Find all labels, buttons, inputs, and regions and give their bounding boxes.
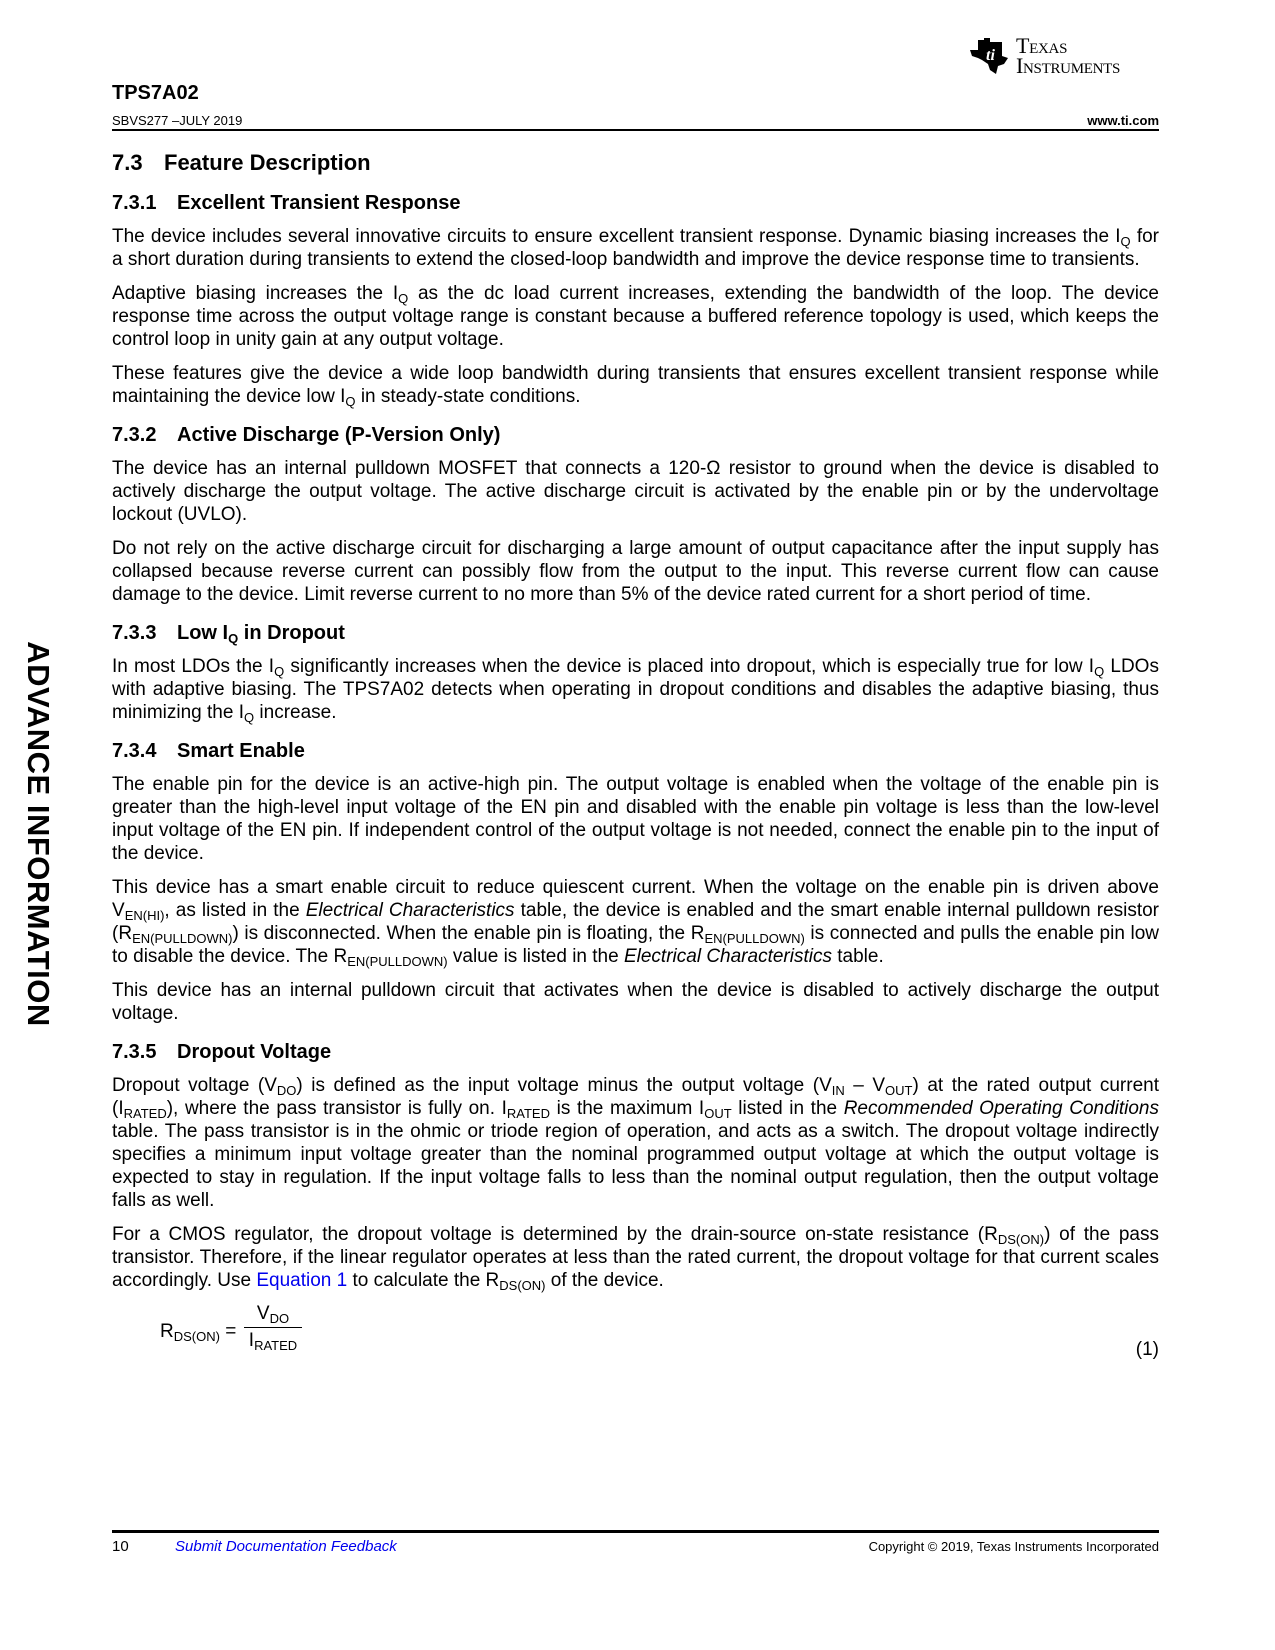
paragraph (112, 876, 1159, 968)
text-run: – V (844, 1075, 886, 1096)
paragraph (112, 225, 1159, 271)
text-run: Dropout voltage (V (112, 1075, 277, 1096)
subscript: IN (831, 1083, 845, 1098)
subscript: Q (1094, 664, 1105, 679)
text-run: increase. (254, 702, 337, 723)
page-number: 10 (112, 1538, 129, 1555)
subsection-heading (112, 622, 1159, 645)
subscript: DO (276, 1083, 297, 1098)
section-heading (112, 150, 1159, 176)
text-run: value is listed in the (447, 946, 624, 967)
text-run: in Dropout (238, 622, 345, 644)
eq-denominator-sub: RATED (254, 1338, 298, 1353)
copyright: Copyright © 2019, Texas Instruments Incorporated (868, 1539, 1159, 1554)
subscript: EN(PULLDOWN) (347, 954, 448, 969)
eq-sign: = (225, 1321, 237, 1342)
subsection-number: 7.3.1 (112, 192, 157, 214)
text-run: Dropout Voltage (177, 1041, 332, 1063)
text-run: is connected and pulls the enable pin low to disable the device. The R (112, 923, 1159, 967)
equation-link[interactable]: Equation 1 (256, 1270, 348, 1291)
subscript: EN(PULLDOWN) (132, 931, 233, 946)
eq-numerator: V (256, 1303, 270, 1324)
subscript: Q (228, 631, 239, 646)
subscript: OUT (885, 1083, 913, 1098)
text-run: , as listed in the (164, 900, 306, 921)
text-run: Electrical Characteristics (623, 946, 832, 967)
text-run: ) at the rated output current (I (112, 1075, 1159, 1119)
subsection-heading (112, 1041, 1159, 1064)
text-run: table, the device is enabled and the smart enable internal pulldown resistor (R (112, 900, 1159, 944)
text-run: ) is disconnected. When the enable pin is floating, the R (232, 923, 705, 944)
text-run: listed in the (731, 1098, 844, 1119)
eq-lhs-sub: DS(ON) (173, 1329, 220, 1344)
paragraph (112, 362, 1159, 408)
text-run: Active Discharge (P-Version Only) (177, 424, 501, 446)
subscript: Q (345, 394, 356, 409)
text-run: as the dc load current increases, extending the bandwidth of the loop. The device response time across the output voltage range is constant because a buffered reference topology is used, which keeps the control loop in unity gain at any output voltage. (112, 283, 1159, 350)
logo-line-1: Texas (1016, 33, 1068, 58)
subsection-heading (112, 192, 1159, 215)
header-rule (112, 129, 1159, 131)
section-number: 7.3 (112, 150, 143, 175)
logo-line-2: Instruments (1016, 53, 1121, 78)
text-run: of the device. (545, 1270, 664, 1291)
subscript: RATED (123, 1106, 167, 1121)
eq-lhs: R (160, 1321, 174, 1342)
fraction-bar (244, 1327, 302, 1328)
eq-fraction (244, 1303, 302, 1352)
subsection-heading (112, 424, 1159, 447)
text-run: Adaptive biasing increases the I (112, 283, 399, 304)
text-run: The device includes several innovative circuits to ensure excellent transient response. Dynamic biasing increases the I (112, 226, 1121, 247)
subscript: DS(ON) (997, 1232, 1045, 1247)
document-id: SBVS277 –JULY 2019 (112, 113, 243, 128)
subscript: EN(PULLDOWN) (704, 931, 805, 946)
svg-text:ti: ti (986, 47, 995, 64)
text-run: This device has a smart enable circuit to reduce quiescent current. When the voltage on the enable pin is driven above V (112, 877, 1159, 921)
text-run: These features give the device a wide loop bandwidth during transients that ensures excellent transient response while maintaining the device low I (112, 363, 1159, 407)
footer-rule (112, 1530, 1159, 1533)
equation-number: (1) (1135, 1339, 1159, 1360)
product-title: TPS7A02 (112, 82, 199, 104)
subsection-number: 7.3.5 (112, 1041, 157, 1063)
text-run: For a CMOS regulator, the dropout voltage is determined by the drain-source on-state resistance (R (112, 1224, 998, 1245)
subscript: RATED (506, 1106, 550, 1121)
equation-1 (112, 1303, 1159, 1363)
paragraph (112, 1074, 1159, 1212)
paragraph (112, 655, 1159, 724)
text-run: for a short duration during transients to extend the closed-loop bandwidth and improve the device response time to transients. (112, 226, 1160, 270)
paragraph (112, 537, 1159, 606)
text-run: ) of the pass transistor. Therefore, if the linear regulator operates at less than the rated current, the dropout voltage for that current scales accordingly. Use (112, 1224, 1160, 1291)
ti-logo-icon (968, 36, 1010, 76)
text-run: This device has an internal pulldown circuit that activates when the device is disabled to actively discharge the output voltage. (112, 980, 1159, 1024)
website-link[interactable]: www.ti.com (1087, 113, 1159, 128)
text-run: Excellent Transient Response (177, 192, 461, 214)
eq-denominator: I (248, 1330, 255, 1351)
paragraph (112, 979, 1159, 1025)
text-run: significantly increases when the device is placed into dropout, which is especially true for low I (284, 656, 1095, 677)
subscript: OUT (704, 1106, 732, 1121)
text-run: Electrical Characteristics (305, 900, 515, 921)
subscript: Q (244, 710, 255, 725)
subscript: Q (274, 664, 285, 679)
subsection-heading (112, 740, 1159, 763)
text-run: In most LDOs the I (112, 656, 275, 677)
subscript: Q (398, 291, 409, 306)
section-title: Feature Description (164, 150, 371, 175)
text-run: ) is defined as the input voltage minus the output voltage (V (296, 1075, 832, 1096)
text-run: Do not rely on the active discharge circuit for discharging a large amount of output capacitance after the input supply has collapsed because reverse current can possibly flow from the output to the input. This reverse current flow can cause damage to the device. Limit reverse current to no more than 5% of the device rated current for a short period of time. (112, 538, 1159, 605)
paragraph (112, 457, 1159, 526)
eq-numerator-sub: DO (269, 1311, 290, 1326)
subscript: Q (1120, 234, 1131, 249)
text-run: in steady-state conditions. (355, 386, 581, 407)
text-run: table. (831, 946, 884, 967)
feedback-link[interactable]: Submit Documentation Feedback (175, 1538, 397, 1555)
text-run: Low I (177, 622, 229, 644)
ti-logo (968, 33, 1121, 78)
text-run: The enable pin for the device is an active-high pin. The output voltage is enabled when the voltage of the enable pin is greater than the high-level input voltage of the EN pin and disabled with the enable pin voltage is less than the low-level input voltage of the EN pin. If independent control of the output voltage is not needed, connect the enable pin to the input of the device. (112, 774, 1159, 864)
subscript: EN(HI) (124, 908, 165, 923)
paragraph (112, 1223, 1159, 1292)
advance-information-label: ADVANCE INFORMATION (21, 641, 56, 1027)
paragraph (112, 282, 1159, 351)
main-content (112, 150, 1159, 1363)
text-run: is the maximum I (550, 1098, 705, 1119)
paragraph (112, 773, 1159, 865)
subscript: DS(ON) (499, 1278, 546, 1293)
text-run: Smart Enable (177, 740, 305, 762)
text-run: Recommended Operating Conditions (843, 1098, 1159, 1119)
subsection-number: 7.3.4 (112, 740, 157, 762)
subsection-number: 7.3.2 (112, 424, 157, 446)
text-run: to calculate the R (347, 1270, 500, 1291)
text-run: table. The pass transistor is in the ohmic or triode region of operation, and acts as a switch. The dropout voltage indirectly specifies a minimum input voltage greater than the nominal programmed output voltage at which the output voltage is expected to stay in regulation. If the input voltage falls to less than the nominal output regulation, then the output voltage falls as well. (112, 1121, 1159, 1211)
text-run: The device has an internal pulldown MOSFET that connects a 120-Ω resistor to ground when the device is disabled to actively discharge the output voltage. The active discharge circuit is activated by the enable pin or by the undervoltage lockout (UVLO). (112, 458, 1159, 525)
subsection-number: 7.3.3 (112, 622, 157, 644)
text-run: LDOs with adaptive biasing. The TPS7A02 detects when operating in dropout conditions and disables the adaptive biasing, thus minimizing the I (112, 656, 1159, 723)
text-run: ), where the pass transistor is fully on. I (166, 1098, 507, 1119)
